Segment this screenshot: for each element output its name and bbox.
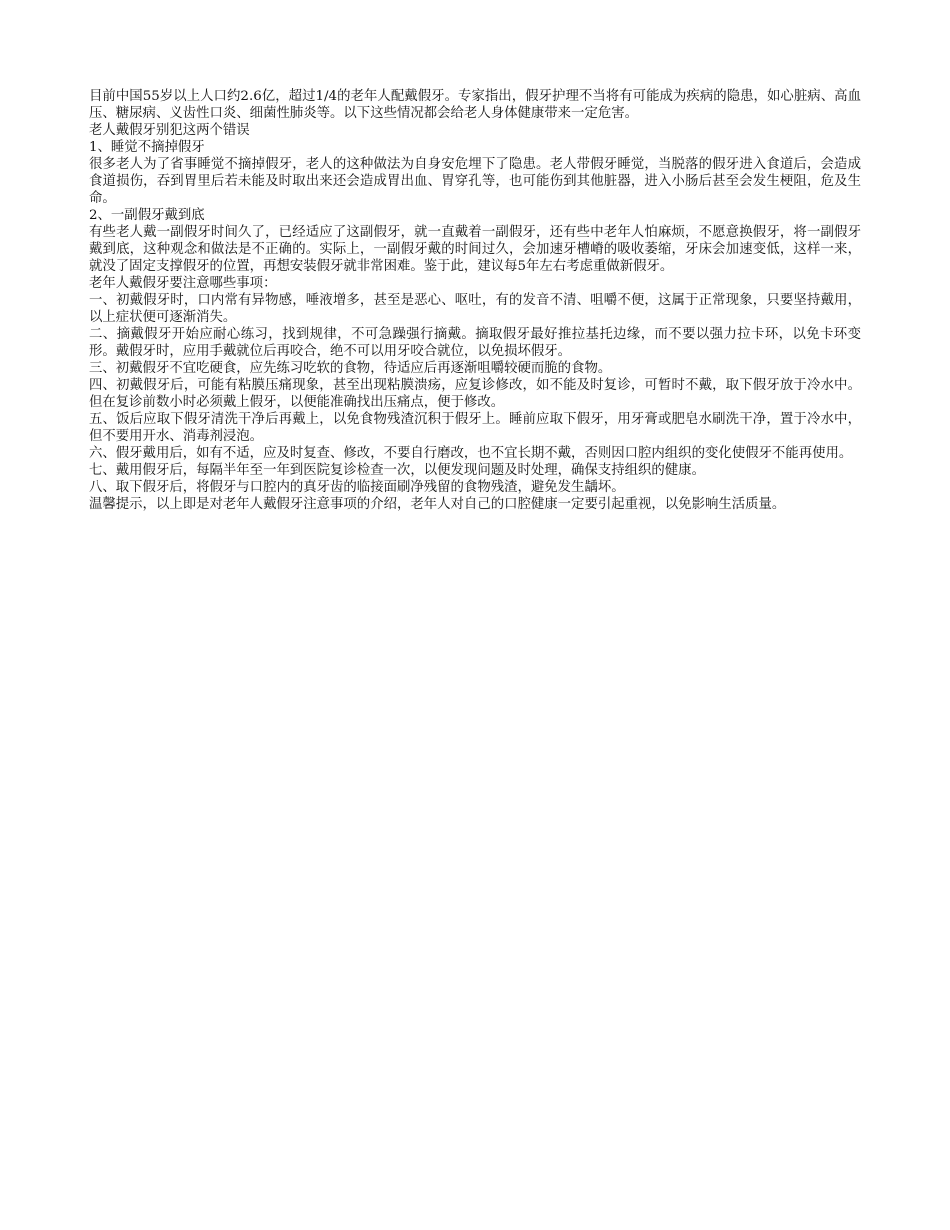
body-paragraph: 有些老人戴一副假牙时间久了，已经适应了这副假牙，就一直戴着一副假牙，还有些中老年人怕麻烦，不愿意换假牙，将一副假牙戴到底，这种观念和做法是不正确的。实际上，一副假牙戴的时间过久，会加速牙槽嵴的吸收萎缩，牙床会加速变低，这样一来，就没了固定支撑假牙的位置，再想安装假牙就非常困难。鉴于此，建议每5年左右考虑重做新假牙。 <box>89 225 861 274</box>
list-item: 八、取下假牙后，将假牙与口腔内的真牙齿的临接面刷净残留的食物残渣，避免发生龋坏。 <box>89 480 625 495</box>
section-heading: 老年人戴假牙要注意哪些事项： <box>89 276 277 291</box>
intro-paragraph: 目前中国55岁以上人口约2.6亿，超过1/4的老年人配戴假牙。专家指出，假牙护理不当将有可能成为疾病的隐患，如心脏病、高血压、糖尿病、义齿性口炎、细菌性肺炎等。以下这些情况都会给老人身体健康带来一定危害。 <box>89 89 861 121</box>
list-item: 七、戴用假牙后，每隔半年至一年到医院复诊检查一次，以便发现问题及时处理，确保支持组织的健康。 <box>89 463 705 478</box>
list-item: 三、初戴假牙不宜吃硬食，应先练习吃软的食物，待适应后再逐渐咀嚼较硬而脆的食物。 <box>89 361 612 376</box>
list-item: 五、饭后应取下假牙清洗干净后再戴上，以免食物残渣沉积于假牙上。睡前应取下假牙，用牙膏或肥皂水刷洗干净，置于冷水中，但不要用开水、消毒剂浸泡。 <box>89 412 861 444</box>
closing-paragraph: 温馨提示，以上即是对老年人戴假牙注意事项的介绍，老年人对自己的口腔健康一定要引起重视，以免影响生活质量。 <box>89 497 786 512</box>
list-item: 四、初戴假牙后，可能有粘膜压痛现象，甚至出现粘膜溃疡，应复诊修改，如不能及时复诊，可暂时不戴，取下假牙放于冷水中。但在复诊前数小时必须戴上假牙，以便能准确找出压痛点，便于修改。 <box>89 378 861 410</box>
list-item: 六、假牙戴用后，如有不适，应及时复查、修改，不要自行磨改，也不宜长期不戴，否则因口腔内组织的变化使假牙不能再使用。 <box>89 446 853 461</box>
subheading-1: 1、睡觉不摘掉假牙 <box>89 140 205 155</box>
body-paragraph: 很多老人为了省事睡觉不摘掉假牙，老人的这种做法为自身安危埋下了隐患。老人带假牙睡觉，当脱落的假牙进入食道后，会造成食道损伤，吞到胃里后若未能及时取出来还会造成胃出血、胃穿孔等，也可能伤到其他脏器，进入小肠后甚至会发生梗阻，危及生命。 <box>89 157 861 206</box>
list-item: 二、摘戴假牙开始应耐心练习，找到规律，不可急躁强行摘戴。摘取假牙最好推拉基托边缘，而不要以强力拉卡环，以免卡环变形。戴假牙时，应用手戴就位后再咬合，绝不可以用牙咬合就位，以免损坏假牙。 <box>89 327 861 359</box>
subheading-2: 2、一副假牙戴到底 <box>89 208 205 223</box>
section-heading: 老人戴假牙别犯这两个错误 <box>89 123 250 138</box>
document-body <box>89 88 861 513</box>
list-item: 一、初戴假牙时，口内常有异物感，唾液增多，甚至是恶心、呕吐，有的发音不清、咀嚼不便，这属于正常现象，只要坚持戴用，以上症状便可逐渐消失。 <box>89 293 861 325</box>
